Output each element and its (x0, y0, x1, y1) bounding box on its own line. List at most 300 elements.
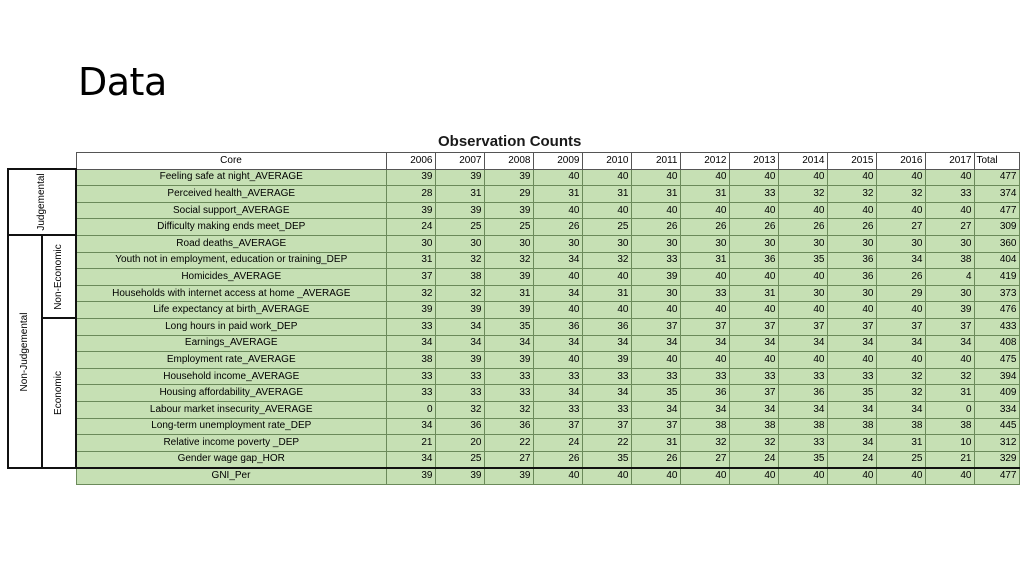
table-row (8, 235, 1019, 252)
count-cell: 30 (435, 235, 484, 252)
count-cell: 26 (533, 219, 582, 236)
total-cell: 373 (974, 285, 1019, 302)
count-cell: 34 (582, 335, 631, 352)
count-cell: 40 (631, 169, 680, 186)
count-cell: 33 (778, 368, 827, 385)
count-cell: 31 (484, 285, 533, 302)
column-header-year: 2012 (680, 153, 729, 170)
count-cell: 30 (827, 285, 876, 302)
count-cell: 36 (484, 418, 533, 435)
count-cell: 37 (631, 318, 680, 335)
count-cell: 24 (386, 219, 435, 236)
count-cell: 36 (778, 385, 827, 402)
count-cell: 35 (484, 318, 533, 335)
count-cell: 39 (925, 302, 974, 319)
count-cell: 27 (925, 219, 974, 236)
count-cell: 40 (876, 352, 925, 369)
count-cell: 32 (484, 252, 533, 269)
count-cell: 39 (435, 302, 484, 319)
count-cell: 33 (680, 368, 729, 385)
count-cell: 34 (729, 401, 778, 418)
count-cell: 40 (925, 468, 974, 485)
count-cell: 37 (729, 318, 778, 335)
total-cell: 312 (974, 435, 1019, 452)
blank-cell (8, 468, 42, 485)
count-cell: 33 (582, 401, 631, 418)
count-cell: 31 (582, 186, 631, 203)
count-cell: 39 (435, 169, 484, 186)
count-cell: 37 (876, 318, 925, 335)
count-cell: 40 (729, 202, 778, 219)
column-header-year: 2015 (827, 153, 876, 170)
column-header-year: 2017 (925, 153, 974, 170)
count-cell: 33 (435, 385, 484, 402)
count-cell: 36 (533, 318, 582, 335)
count-cell: 22 (484, 435, 533, 452)
total-cell: 476 (974, 302, 1019, 319)
count-cell: 40 (680, 169, 729, 186)
count-cell: 34 (386, 418, 435, 435)
count-cell: 39 (435, 468, 484, 485)
count-cell: 38 (925, 252, 974, 269)
count-cell: 32 (435, 285, 484, 302)
count-cell: 4 (925, 269, 974, 286)
count-cell: 40 (680, 302, 729, 319)
count-cell: 24 (729, 451, 778, 468)
table-row (8, 435, 1019, 452)
group-label: Judgemental (36, 173, 47, 231)
count-cell: 40 (827, 302, 876, 319)
count-cell: 26 (778, 219, 827, 236)
count-cell: 40 (533, 352, 582, 369)
count-cell: 32 (582, 252, 631, 269)
column-header-year: 2016 (876, 153, 925, 170)
count-cell: 40 (582, 169, 631, 186)
count-cell: 34 (729, 335, 778, 352)
count-cell: 34 (827, 401, 876, 418)
count-cell: 40 (876, 468, 925, 485)
count-cell: 34 (827, 335, 876, 352)
count-cell: 34 (876, 335, 925, 352)
count-cell: 38 (729, 418, 778, 435)
count-cell: 25 (435, 451, 484, 468)
row-label: Difficulty making ends meet_DEP (76, 219, 386, 236)
total-cell: 409 (974, 385, 1019, 402)
count-cell: 40 (533, 269, 582, 286)
count-cell: 34 (582, 385, 631, 402)
count-cell: 34 (827, 435, 876, 452)
row-label: Youth not in employment, education or training_DEP (76, 252, 386, 269)
count-cell: 10 (925, 435, 974, 452)
count-cell: 36 (582, 318, 631, 335)
count-cell: 26 (631, 219, 680, 236)
count-cell: 26 (827, 219, 876, 236)
count-cell: 35 (827, 385, 876, 402)
count-cell: 33 (386, 368, 435, 385)
column-header-year: 2013 (729, 153, 778, 170)
table-row (8, 186, 1019, 203)
count-cell: 34 (631, 335, 680, 352)
total-cell: 433 (974, 318, 1019, 335)
count-cell: 40 (631, 352, 680, 369)
count-cell: 33 (925, 186, 974, 203)
count-cell: 34 (386, 335, 435, 352)
count-cell: 31 (925, 385, 974, 402)
total-cell: 404 (974, 252, 1019, 269)
count-cell: 40 (582, 468, 631, 485)
count-cell: 32 (680, 435, 729, 452)
count-cell: 21 (925, 451, 974, 468)
column-header-year: 2006 (386, 153, 435, 170)
subgroup-label: Non-Economic (53, 244, 64, 310)
count-cell: 30 (631, 235, 680, 252)
count-cell: 39 (484, 302, 533, 319)
table-row (8, 285, 1019, 302)
count-cell: 33 (680, 285, 729, 302)
total-cell: 477 (974, 202, 1019, 219)
row-label: Households with internet access at home _AVERAGE (76, 285, 386, 302)
table-row (8, 401, 1019, 418)
row-label: Earnings_AVERAGE (76, 335, 386, 352)
count-cell: 40 (533, 302, 582, 319)
count-cell: 26 (533, 451, 582, 468)
count-cell: 34 (435, 335, 484, 352)
count-cell: 38 (876, 418, 925, 435)
count-cell: 40 (582, 302, 631, 319)
table-caption: Observation Counts (438, 133, 582, 150)
count-cell: 34 (386, 451, 435, 468)
total-cell: 445 (974, 418, 1019, 435)
table-row (8, 451, 1019, 468)
count-cell: 31 (435, 186, 484, 203)
count-cell: 31 (680, 252, 729, 269)
count-cell: 40 (533, 468, 582, 485)
count-cell: 39 (484, 202, 533, 219)
count-cell: 30 (582, 235, 631, 252)
count-cell: 37 (778, 318, 827, 335)
count-cell: 33 (533, 401, 582, 418)
count-cell: 30 (778, 235, 827, 252)
count-cell: 40 (729, 352, 778, 369)
count-cell: 30 (680, 235, 729, 252)
count-cell: 30 (925, 235, 974, 252)
group-label: Non-Judgemental (19, 312, 30, 392)
total-cell: 329 (974, 451, 1019, 468)
count-cell: 31 (729, 285, 778, 302)
count-cell: 39 (386, 202, 435, 219)
count-cell: 37 (680, 318, 729, 335)
count-cell: 34 (484, 335, 533, 352)
count-cell: 25 (484, 219, 533, 236)
count-cell: 37 (533, 418, 582, 435)
count-cell: 40 (582, 202, 631, 219)
subgroup-non-economic (42, 235, 76, 318)
total-cell: 334 (974, 401, 1019, 418)
group-non-judgemental (8, 235, 42, 467)
count-cell: 40 (827, 352, 876, 369)
table-row (8, 418, 1019, 435)
count-cell: 34 (533, 335, 582, 352)
count-cell: 40 (827, 202, 876, 219)
count-cell: 40 (778, 468, 827, 485)
count-cell: 30 (729, 235, 778, 252)
count-cell: 30 (778, 285, 827, 302)
total-cell: 360 (974, 235, 1019, 252)
row-label: Feeling safe at night_AVERAGE (76, 169, 386, 186)
count-cell: 24 (533, 435, 582, 452)
count-cell: 36 (680, 385, 729, 402)
table-row (8, 335, 1019, 352)
count-cell: 33 (582, 368, 631, 385)
count-cell: 40 (631, 468, 680, 485)
total-cell: 309 (974, 219, 1019, 236)
count-cell: 40 (876, 202, 925, 219)
subgroup-economic (42, 318, 76, 467)
count-cell: 40 (680, 269, 729, 286)
count-cell: 31 (876, 435, 925, 452)
total-cell: 419 (974, 269, 1019, 286)
group-judgemental (8, 169, 76, 235)
header-blank (8, 153, 42, 170)
count-cell: 25 (435, 219, 484, 236)
column-header-year: 2009 (533, 153, 582, 170)
count-cell: 26 (680, 219, 729, 236)
count-cell: 29 (484, 186, 533, 203)
count-cell: 38 (386, 352, 435, 369)
count-cell: 33 (631, 368, 680, 385)
count-cell: 39 (484, 269, 533, 286)
count-cell: 32 (729, 435, 778, 452)
count-cell: 33 (533, 368, 582, 385)
column-header-year: 2007 (435, 153, 484, 170)
count-cell: 31 (582, 285, 631, 302)
row-label: Labour market insecurity_AVERAGE (76, 401, 386, 418)
table-row (8, 385, 1019, 402)
row-label: GNI_Per (76, 468, 386, 485)
count-cell: 36 (729, 252, 778, 269)
count-cell: 38 (827, 418, 876, 435)
count-cell: 25 (582, 219, 631, 236)
count-cell: 40 (925, 352, 974, 369)
count-cell: 34 (533, 252, 582, 269)
count-cell: 37 (386, 269, 435, 286)
count-cell: 39 (435, 352, 484, 369)
count-cell: 34 (680, 401, 729, 418)
column-header-year: 2008 (484, 153, 533, 170)
row-label: Long-term unemployment rate_DEP (76, 418, 386, 435)
count-cell: 37 (925, 318, 974, 335)
count-cell: 36 (827, 269, 876, 286)
count-cell: 32 (827, 186, 876, 203)
count-cell: 29 (876, 285, 925, 302)
count-cell: 38 (435, 269, 484, 286)
count-cell: 33 (435, 368, 484, 385)
count-cell: 40 (778, 269, 827, 286)
column-header-year: 2014 (778, 153, 827, 170)
table-row (8, 252, 1019, 269)
count-cell: 30 (533, 235, 582, 252)
count-cell: 39 (582, 352, 631, 369)
total-cell: 477 (974, 468, 1019, 485)
count-cell: 33 (827, 368, 876, 385)
table-row (8, 368, 1019, 385)
count-cell: 38 (925, 418, 974, 435)
count-cell: 20 (435, 435, 484, 452)
count-cell: 24 (827, 451, 876, 468)
count-cell: 34 (533, 385, 582, 402)
count-cell: 33 (729, 368, 778, 385)
row-label: Social support_AVERAGE (76, 202, 386, 219)
count-cell: 26 (729, 219, 778, 236)
table-row (8, 269, 1019, 286)
column-header-core: Core (76, 153, 386, 170)
table-header-row (8, 153, 1019, 170)
count-cell: 31 (631, 186, 680, 203)
count-cell: 32 (925, 368, 974, 385)
row-label: Household income_AVERAGE (76, 368, 386, 385)
count-cell: 34 (778, 401, 827, 418)
count-cell: 36 (435, 418, 484, 435)
count-cell: 40 (925, 169, 974, 186)
count-cell: 31 (386, 252, 435, 269)
count-cell: 25 (876, 451, 925, 468)
row-label: Relative income poverty _DEP (76, 435, 386, 452)
row-label: Life expectancy at birth_AVERAGE (76, 302, 386, 319)
count-cell: 36 (827, 252, 876, 269)
count-cell: 35 (778, 451, 827, 468)
count-cell: 40 (533, 202, 582, 219)
count-cell: 32 (435, 252, 484, 269)
count-cell: 39 (435, 202, 484, 219)
table-row (8, 202, 1019, 219)
row-label: Housing affordability_AVERAGE (76, 385, 386, 402)
column-header-year: 2011 (631, 153, 680, 170)
count-cell: 34 (876, 401, 925, 418)
count-cell: 37 (582, 418, 631, 435)
count-cell: 26 (631, 451, 680, 468)
count-cell: 21 (386, 435, 435, 452)
count-cell: 37 (631, 418, 680, 435)
count-cell: 40 (533, 169, 582, 186)
total-cell: 477 (974, 169, 1019, 186)
count-cell: 33 (484, 368, 533, 385)
count-cell: 40 (582, 269, 631, 286)
count-cell: 34 (533, 285, 582, 302)
count-cell: 38 (778, 418, 827, 435)
count-cell: 30 (484, 235, 533, 252)
column-header-total: Total (974, 153, 1019, 170)
count-cell: 33 (386, 385, 435, 402)
row-label: Perceived health_AVERAGE (76, 186, 386, 203)
count-cell: 33 (631, 252, 680, 269)
count-cell: 40 (729, 468, 778, 485)
count-cell: 34 (631, 401, 680, 418)
count-cell: 32 (876, 186, 925, 203)
count-cell: 39 (386, 468, 435, 485)
count-cell: 32 (876, 385, 925, 402)
count-cell: 0 (925, 401, 974, 418)
count-cell: 40 (680, 468, 729, 485)
count-cell: 30 (827, 235, 876, 252)
count-cell: 32 (484, 401, 533, 418)
count-cell: 33 (386, 318, 435, 335)
table-row (8, 318, 1019, 335)
count-cell: 31 (680, 186, 729, 203)
count-cell: 40 (778, 169, 827, 186)
count-cell: 35 (778, 252, 827, 269)
table-row (8, 302, 1019, 319)
count-cell: 39 (484, 468, 533, 485)
row-label: Long hours in paid work_DEP (76, 318, 386, 335)
count-cell: 30 (631, 285, 680, 302)
count-cell: 32 (386, 285, 435, 302)
count-cell: 37 (729, 385, 778, 402)
count-cell: 40 (631, 202, 680, 219)
count-cell: 40 (778, 302, 827, 319)
count-cell: 33 (484, 385, 533, 402)
subgroup-label: Economic (53, 371, 64, 416)
column-header-year: 2010 (582, 153, 631, 170)
count-cell: 40 (631, 302, 680, 319)
count-cell: 27 (484, 451, 533, 468)
count-cell: 40 (680, 352, 729, 369)
count-cell: 39 (386, 302, 435, 319)
table-row (8, 468, 1019, 485)
count-cell: 39 (631, 269, 680, 286)
count-cell: 39 (484, 352, 533, 369)
count-cell: 34 (680, 335, 729, 352)
count-cell: 34 (876, 252, 925, 269)
count-cell: 32 (876, 368, 925, 385)
total-cell: 394 (974, 368, 1019, 385)
count-cell: 40 (876, 169, 925, 186)
total-cell: 475 (974, 352, 1019, 369)
count-cell: 38 (680, 418, 729, 435)
count-cell: 40 (778, 202, 827, 219)
count-cell: 26 (876, 269, 925, 286)
count-cell: 32 (778, 186, 827, 203)
count-cell: 33 (729, 186, 778, 203)
count-cell: 40 (827, 468, 876, 485)
count-cell: 34 (925, 335, 974, 352)
count-cell: 35 (631, 385, 680, 402)
header-blank (42, 153, 76, 170)
slide-title: Data (78, 60, 167, 104)
count-cell: 33 (778, 435, 827, 452)
count-cell: 40 (729, 169, 778, 186)
count-cell: 40 (827, 169, 876, 186)
count-cell: 32 (435, 401, 484, 418)
count-cell: 39 (484, 169, 533, 186)
row-label: Employment rate_AVERAGE (76, 352, 386, 369)
total-cell: 374 (974, 186, 1019, 203)
count-cell: 34 (778, 335, 827, 352)
count-cell: 27 (680, 451, 729, 468)
count-cell: 30 (386, 235, 435, 252)
count-cell: 31 (631, 435, 680, 452)
count-cell: 40 (925, 202, 974, 219)
count-cell: 39 (386, 169, 435, 186)
count-cell: 30 (876, 235, 925, 252)
count-cell: 40 (778, 352, 827, 369)
table-row (8, 352, 1019, 369)
count-cell: 35 (582, 451, 631, 468)
table-row (8, 219, 1019, 236)
count-cell: 28 (386, 186, 435, 203)
blank-cell (42, 468, 76, 485)
count-cell: 40 (729, 269, 778, 286)
count-cell: 30 (925, 285, 974, 302)
